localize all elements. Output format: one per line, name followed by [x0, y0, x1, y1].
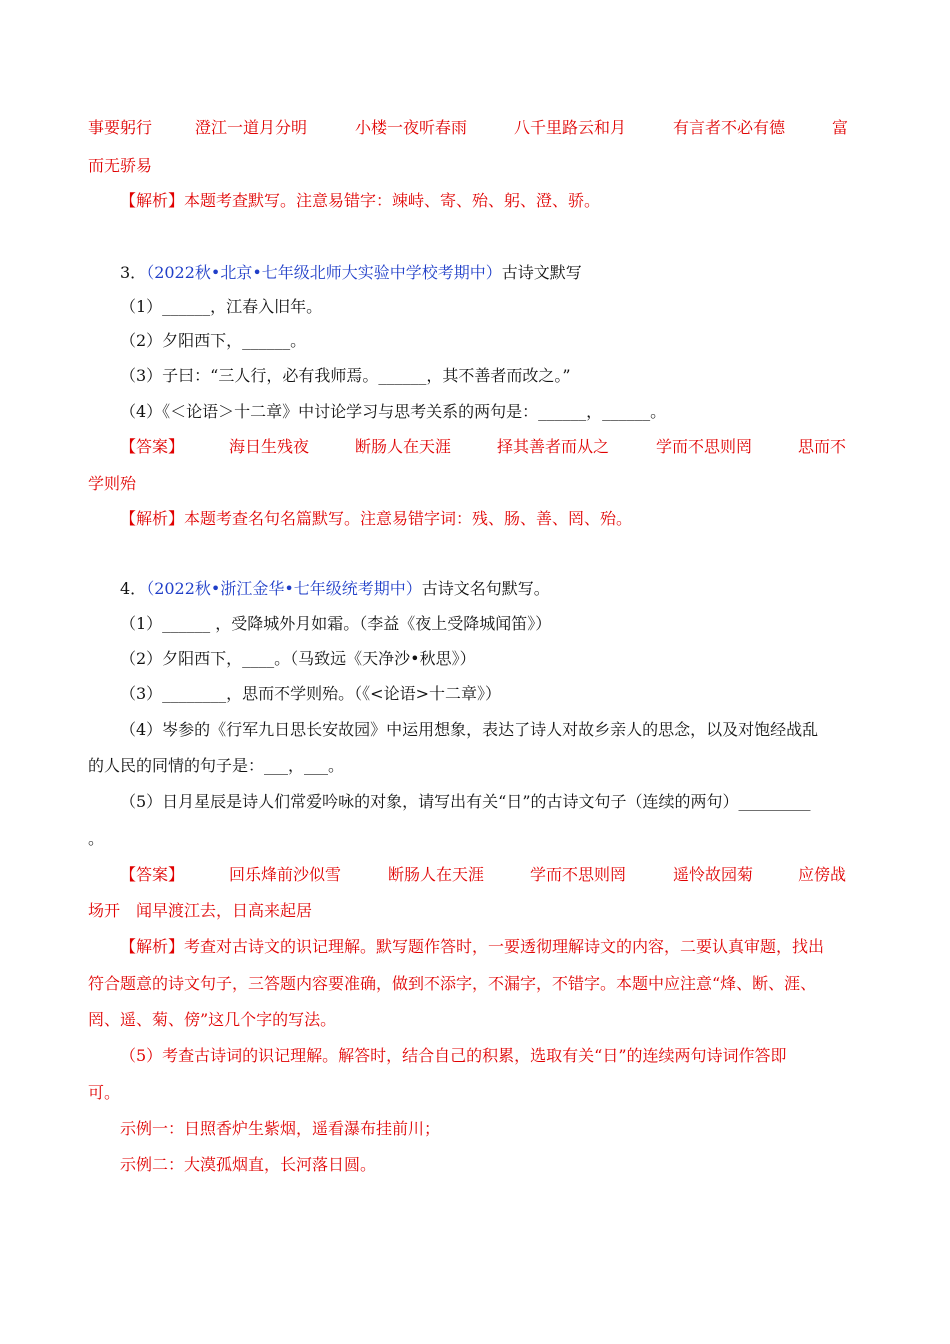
- q4-item-2: （2）夕阳西下，____。（马致远《天净沙•秋思》）: [120, 649, 476, 668]
- q3-answer-label: 【答案】: [120, 437, 185, 456]
- q4-item-4: （4）岑参的《行军九日思长安故园》中运用想象，表达了诗人对故乡亲人的思念，以及对饱经战乱: [120, 720, 819, 739]
- q3-answer-4: 学而不思则罔: [656, 437, 753, 456]
- q3-item-2: （2）夕阳西下，______。: [120, 331, 307, 350]
- q3-item-3: （3）子曰：“三人行，必有我师焉。______，其不善者而改之。”: [120, 366, 571, 385]
- q4-answer-6b: 闻早渡江去，日高来起居: [136, 901, 313, 920]
- q4-item-4-cont: 的人民的同情的句子是：___，___。: [88, 756, 345, 775]
- prev-answer-cont: 而无骄易: [88, 156, 153, 175]
- prev-answer-6: 富: [832, 118, 849, 137]
- q4-answer-4: 遥怜故园菊: [673, 865, 754, 884]
- prev-answer-4: 八千里路云和月: [514, 118, 627, 137]
- q4-item-1: （1）______ ，受降城外月如霜。（李益《夜上受降城闻笛》）: [120, 614, 552, 633]
- q3-answer-2: 断肠人在天涯: [355, 437, 452, 456]
- q3-analysis: 【解析】本题考查名句名篇默写。注意易错字词：残、肠、善、罔、殆。: [120, 509, 633, 528]
- q4-answer-5: 应傍战: [798, 865, 847, 884]
- prev-answer-1: 事要躬行: [88, 118, 153, 137]
- q3-answer-cont: 学则殆: [88, 474, 137, 493]
- q3-answer-5: 思而不: [798, 437, 847, 456]
- q4-analysis-4: （5）考查古诗词的识记理解。解答时，结合自己的积累，选取有关“日”的连续两句诗词作答即: [120, 1046, 787, 1065]
- q4-example-1: 示例一：日照香炉生紫烟，遥看瀑布挂前川；: [120, 1119, 441, 1138]
- q4-answer-1: 回乐烽前沙似雪: [229, 865, 342, 884]
- q3-answer-1: 海日生残夜: [229, 437, 310, 456]
- q3-answer-3: 择其善者而从之: [497, 437, 610, 456]
- q4-answer-3: 学而不思则罔: [530, 865, 627, 884]
- prev-analysis: 【解析】本题考查默写。注意易错字：竦峙、寄、殆、躬、澄、骄。: [120, 191, 601, 210]
- q4-item-3: （3）________，思而不学则殆。（《<论语>十二章》）: [120, 684, 501, 703]
- q3-title: 古诗文默写: [501, 263, 582, 282]
- q3-item-4: （4）《＜论语＞十二章》中讨论学习与思考关系的两句是：______，______。: [120, 402, 667, 421]
- q4-item-5-cont: 。: [88, 829, 105, 848]
- q4-header: [120, 578, 550, 600]
- q3-header: [120, 262, 582, 284]
- prev-answer-2: 澄江一道月分明: [195, 118, 308, 137]
- q4-analysis-5: 可。: [88, 1083, 121, 1102]
- q4-analysis-1: 【解析】考查对古诗文的识记理解。默写题作答时，一要透彻理解诗文的内容，二要认真审题，找出: [120, 937, 825, 956]
- prev-answer-3: 小楼一夜听春雨: [355, 118, 468, 137]
- q4-answer-6a: 场开: [88, 901, 121, 920]
- q4-answer-2: 断肠人在天涯: [388, 865, 485, 884]
- q3-source: （2022秋•北京•七年级北师大实验中学校考期中）: [146, 263, 502, 282]
- q3-item-1: （1）______，江春入旧年。: [120, 297, 323, 316]
- q3-number: 3．: [120, 263, 147, 282]
- q4-example-2: 示例二：大漠孤烟直，长河落日圆。: [120, 1155, 377, 1174]
- q4-analysis-3: 罔、遥、菊、傍”这几个字的写法。: [88, 1010, 337, 1029]
- q4-title: 古诗文名句默写。: [421, 579, 550, 598]
- prev-answer-5: 有言者不必有德: [673, 118, 786, 137]
- q4-source: （2022秋•浙江金华•七年级统考期中）: [146, 579, 422, 598]
- q4-number: 4．: [120, 579, 147, 598]
- q4-analysis-2: 符合题意的诗文句子，三答题内容要准确，做到不添字，不漏字，不错字。本题中应注意“烽、断、涯、: [88, 974, 817, 993]
- q4-item-5: （5）日月星辰是诗人们常爱吟咏的对象，请写出有关“日”的古诗文句子（连续的两句）_________: [120, 792, 811, 811]
- q4-answer-label: 【答案】: [120, 865, 185, 884]
